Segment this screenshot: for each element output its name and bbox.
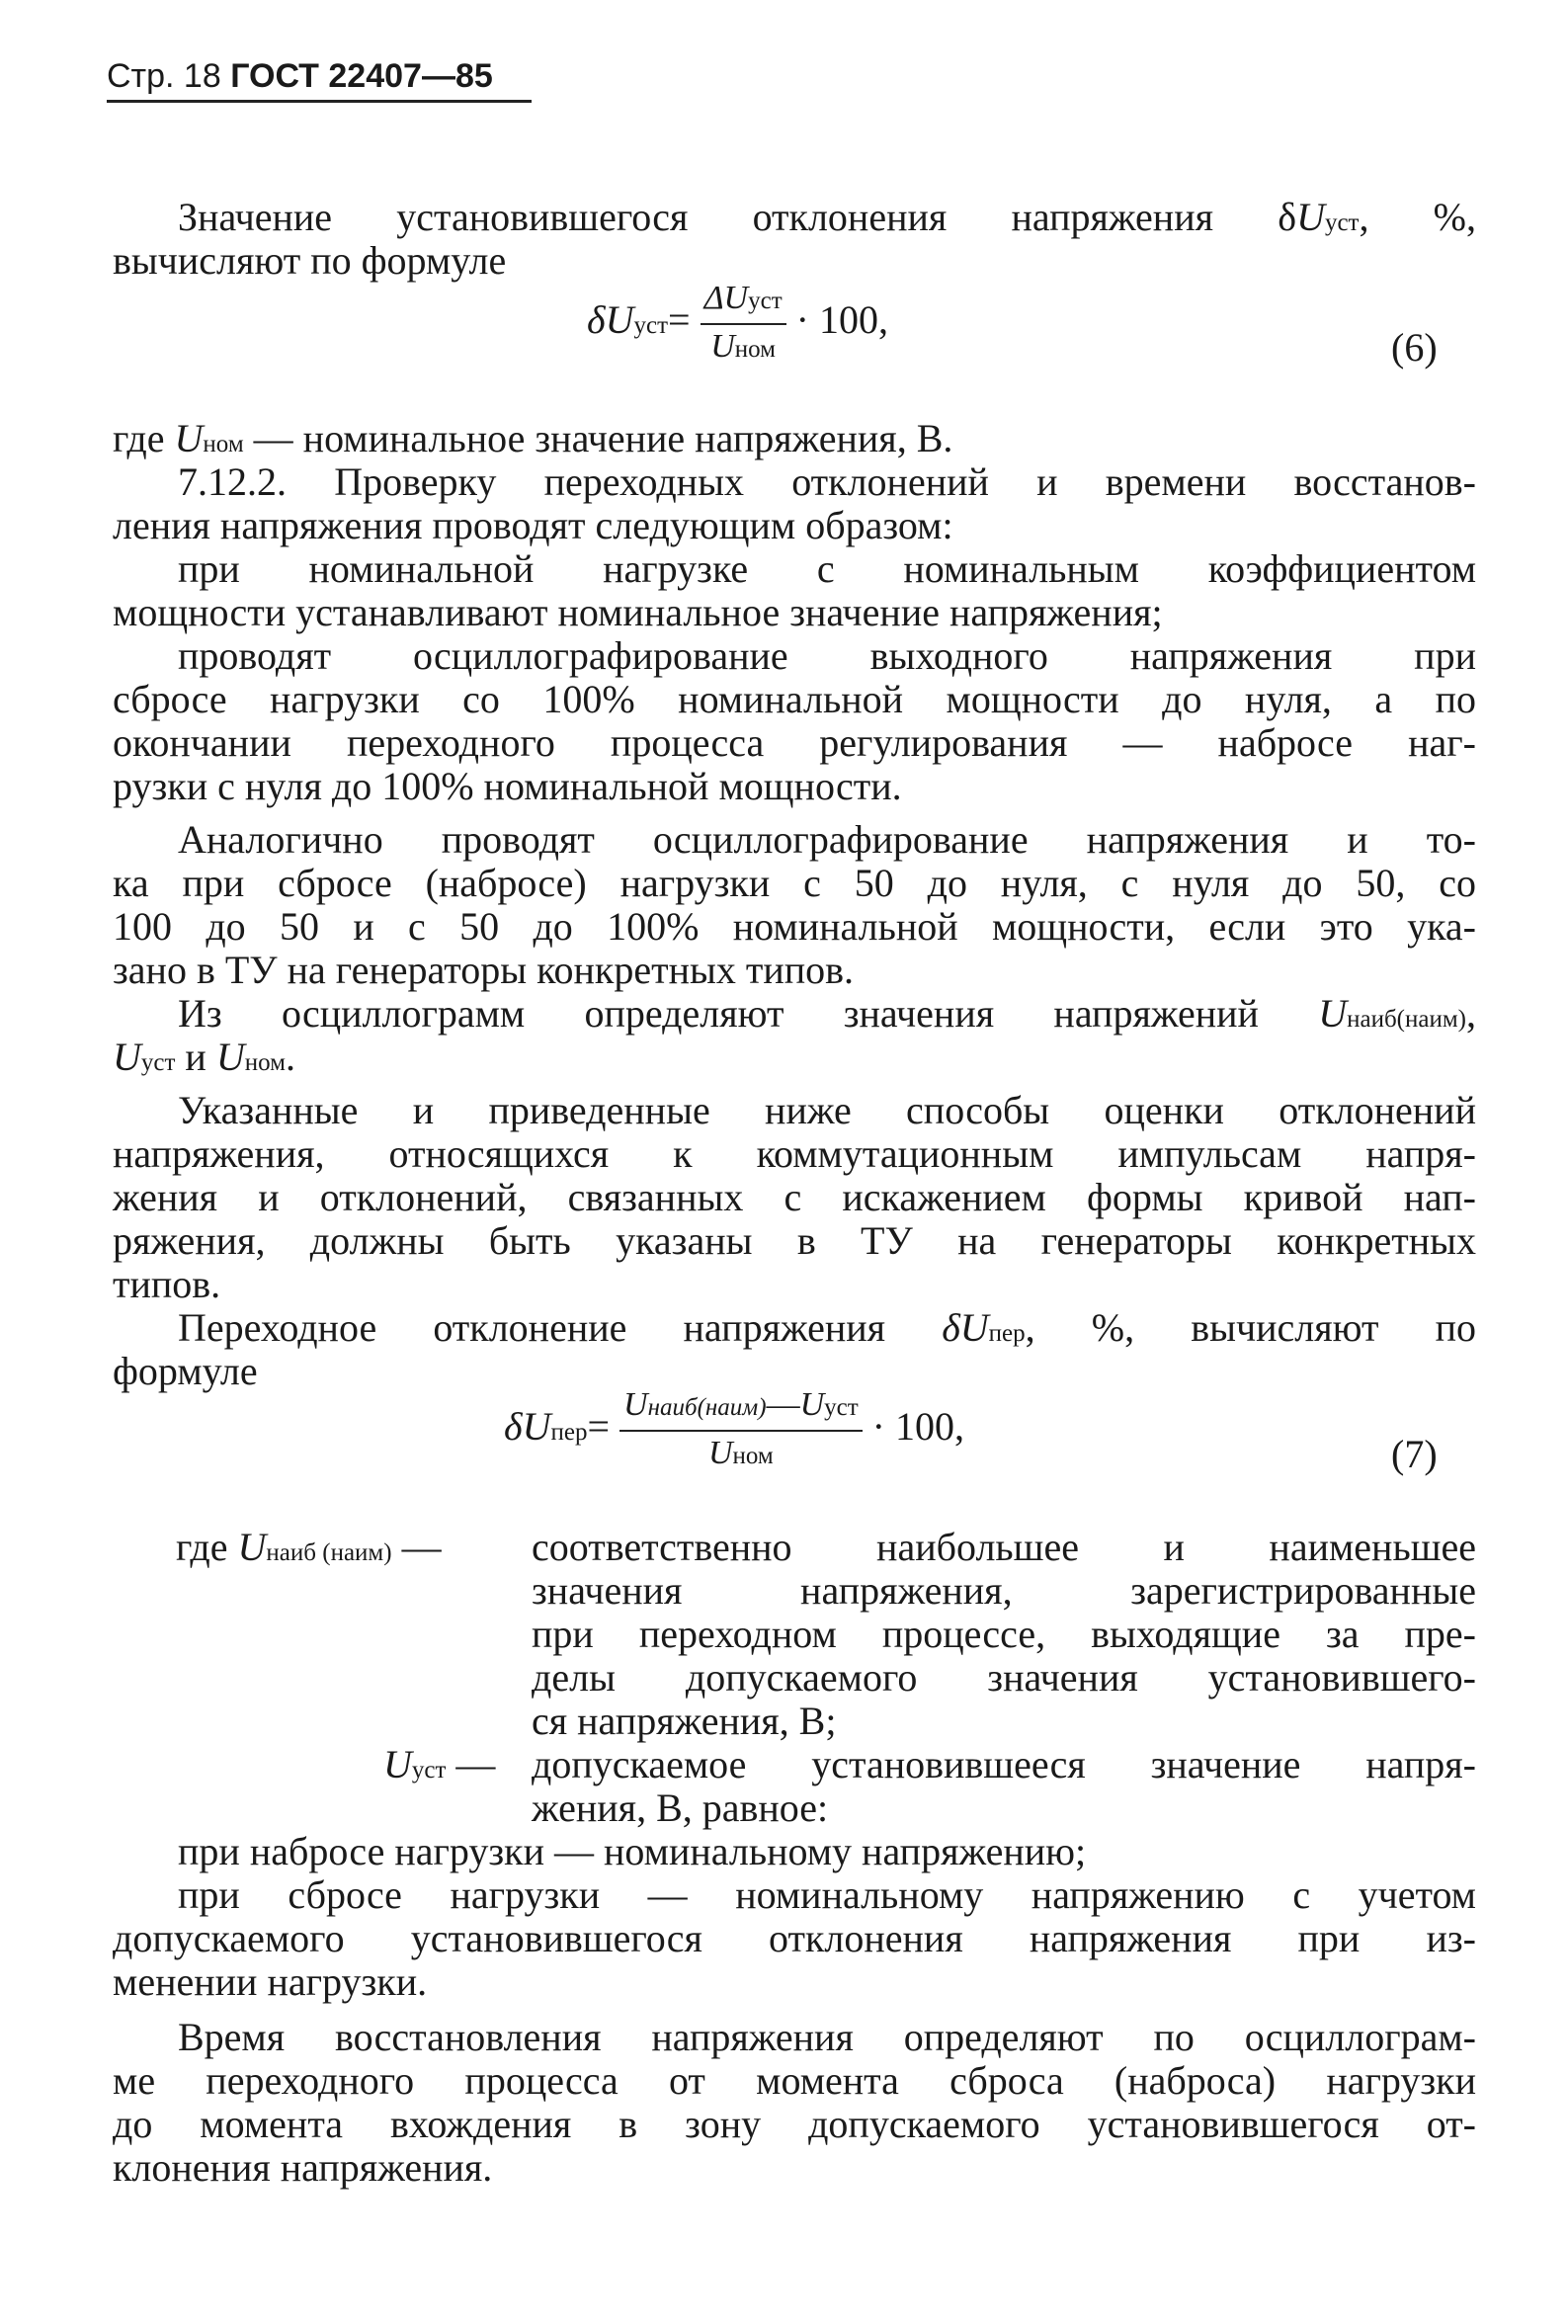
- section-line1: 7.12.2. Проверку переходных отклонений и времени восстанов-: [178, 459, 1476, 504]
- def1-line2: значения напряжения, зарегистрированные: [532, 1568, 1476, 1613]
- item1-line1: при номинальной нагрузке с номинальным коэффициентом: [178, 546, 1476, 591]
- methods-line3: жения и отклонений, связанных с искажением формы кривой нап-: [113, 1175, 1476, 1219]
- similar-line2: ка при сбросе (набросе) нагрузки с 50 до нуля, с нуля до 50, со: [113, 861, 1476, 905]
- def1-line4: делы допускаемого значения установившего-: [532, 1655, 1476, 1700]
- similar-line3: 100 до 50 и с 50 до 100% номинальной мощности, если это ука-: [113, 904, 1476, 949]
- f6-denominator: [701, 325, 786, 370]
- oscillo-line2: [113, 1036, 1476, 1085]
- f7-num-b-sub: уст: [824, 1394, 859, 1421]
- where7-pre: где: [176, 1525, 228, 1569]
- standard-number: ГОСТ 22407—85: [230, 57, 493, 95]
- f6-num: ΔU: [703, 280, 749, 316]
- f6-den: U: [710, 328, 735, 365]
- methods-line1: Указанные и приведенные ниже способы оценки отклонений: [178, 1088, 1476, 1132]
- f7-num-minus: —: [766, 1386, 800, 1423]
- equation-number-6: (6): [1391, 325, 1438, 370]
- item2-line1: проводят осциллографирование выходного напряжения при: [178, 633, 1476, 678]
- transient-tail: , %, вычисляют по: [1025, 1305, 1477, 1350]
- para1-line2: вычисляют по формуле: [113, 238, 507, 283]
- f6-num-sub: уст: [748, 288, 783, 314]
- similar-line1: Аналогично проводят осциллографирование напряжения и то-: [178, 817, 1476, 862]
- recovery-line2: ме переходного процесса от момента сброса (наброса) нагрузки: [113, 2058, 1476, 2103]
- f7-num-a: U: [623, 1386, 648, 1423]
- item2-line3: окончании переходного процесса регулирования — набросе наг-: [113, 720, 1476, 765]
- methods-line2: напряжения, относящихся к коммутационным импульсам напря-: [113, 1131, 1476, 1176]
- where6-sym-sub: ном: [203, 431, 244, 457]
- f6-den-sub: ном: [734, 336, 776, 363]
- oscillo-sym1: U: [1318, 991, 1348, 1036]
- oscillo-sep: ,: [1466, 991, 1477, 1036]
- delta-u-ust-symbol: [1278, 195, 1476, 239]
- where7-term1: [176, 1526, 442, 1575]
- where7-dash1: —: [401, 1525, 442, 1569]
- formula-7: [504, 1385, 964, 1476]
- f7-mult: · 100,: [871, 1404, 964, 1450]
- oscillo-sym2: U: [113, 1035, 141, 1079]
- delta-char: δ: [1278, 195, 1297, 239]
- u-char: U: [1296, 195, 1325, 239]
- f7-denominator: [619, 1432, 863, 1476]
- f7-lhs-sub: пер: [550, 1419, 588, 1447]
- transient-sym-sub: пер: [988, 1320, 1026, 1347]
- oscillo-sym1-sub: наиб(наим): [1347, 1006, 1467, 1033]
- sub-ust: уст: [1324, 209, 1360, 236]
- oscillo-sym2-sub: уст: [140, 1049, 176, 1076]
- where7-sym2: U: [383, 1742, 412, 1786]
- f7-eq: =: [587, 1404, 611, 1450]
- def1-line1: соответственно наибольшее и наименьшее: [532, 1525, 1476, 1569]
- f6-lhs-sub: уст: [633, 312, 669, 340]
- f7-num-a-sub: наиб(наим): [647, 1394, 767, 1421]
- where7-sym2-sub: уст: [411, 1757, 447, 1784]
- f6-lhs: δU: [587, 297, 634, 343]
- transient-text: Переходное отклонение напряжения: [178, 1305, 886, 1350]
- formula-6: [587, 279, 888, 370]
- f6-numerator: [701, 279, 786, 325]
- oscillo-line1: [178, 992, 1476, 1041]
- f7-den-sub: ном: [732, 1443, 774, 1469]
- f7-fraction: [619, 1385, 863, 1476]
- where7-term2: [383, 1743, 495, 1792]
- similar-line4: зано в ТУ на генераторы конкретных типов.: [113, 948, 855, 992]
- f6-eq: =: [668, 297, 691, 343]
- oscillo-sym3: U: [215, 1035, 245, 1079]
- recovery-line3: до момента вхождения в зону допускаемого установившегося от-: [113, 2102, 1476, 2146]
- page-header: [107, 57, 532, 103]
- para1-text: Значение установившегося отклонения напряжения: [178, 195, 1214, 239]
- where6-pre: где: [113, 416, 165, 460]
- oscillo-end: .: [285, 1035, 295, 1079]
- oscillo-and: и: [185, 1035, 206, 1079]
- case1-line1: при набросе нагрузки — номинальному напряжению;: [178, 1829, 1087, 1873]
- section-line2: ления напряжения проводят следующим образом:: [113, 503, 953, 547]
- f7-den: U: [707, 1435, 733, 1471]
- case2-line3: менении нагрузки.: [113, 1959, 428, 2004]
- oscillo-text: Из осциллограмм определяют значения напряжений: [178, 991, 1259, 1036]
- where7-sym1-sub: наиб (наим): [266, 1539, 392, 1566]
- where7-sym1: U: [237, 1525, 267, 1569]
- f7-lhs: δU: [504, 1404, 551, 1450]
- item2-line4: рузки с нуля до 100% номинальной мощности.: [113, 764, 902, 808]
- equation-number-7: (7): [1391, 1432, 1438, 1476]
- transient-sym: δU: [942, 1305, 989, 1350]
- transient-line2: формуле: [113, 1349, 258, 1393]
- def2-line1: допускаемое установившееся значение напря-: [532, 1742, 1476, 1786]
- where6-text: — номинальное значение напряжения, В.: [253, 416, 953, 460]
- item2-line2: сбросе нагрузки со 100% номинальной мощности до нуля, а по: [113, 677, 1476, 721]
- case2-line1: при сбросе нагрузки — номинальному напряжению с учетом: [178, 1872, 1476, 1917]
- where7-def1: [532, 1526, 1476, 1743]
- where6-sym: U: [174, 416, 204, 460]
- case2-line2: допускаемого установившегося отклонения напряжения при из-: [113, 1916, 1476, 1960]
- recovery-line4: клонения напряжения.: [113, 2145, 493, 2190]
- f6-fraction: [701, 279, 786, 370]
- where7-def2: [532, 1743, 1476, 1830]
- def1-line5: ся напряжения, В;: [532, 1699, 837, 1743]
- page-number: Стр. 18: [107, 57, 221, 95]
- methods-line5: типов.: [113, 1262, 221, 1306]
- f7-numerator: [619, 1385, 863, 1432]
- where7-dash2: —: [455, 1742, 496, 1786]
- transient-line1: [178, 1306, 1476, 1356]
- recovery-line1: Время восстановления напряжения определяют по осциллограм-: [178, 2015, 1476, 2059]
- oscillo-sym3-sub: ном: [244, 1049, 286, 1076]
- methods-line4: ряжения, должны быть указаны в ТУ на генераторы конкретных: [113, 1218, 1476, 1263]
- f6-mult: · 100,: [795, 297, 888, 343]
- f7-num-b: U: [799, 1386, 825, 1423]
- def1-line3: при переходном процессе, выходящие за пре-: [532, 1612, 1476, 1656]
- item1-line2: мощности устанавливают номинальное значение напряжения;: [113, 590, 1163, 634]
- def2-line2: жения, В, равное:: [532, 1785, 829, 1830]
- percent-tail: , %,: [1359, 195, 1476, 239]
